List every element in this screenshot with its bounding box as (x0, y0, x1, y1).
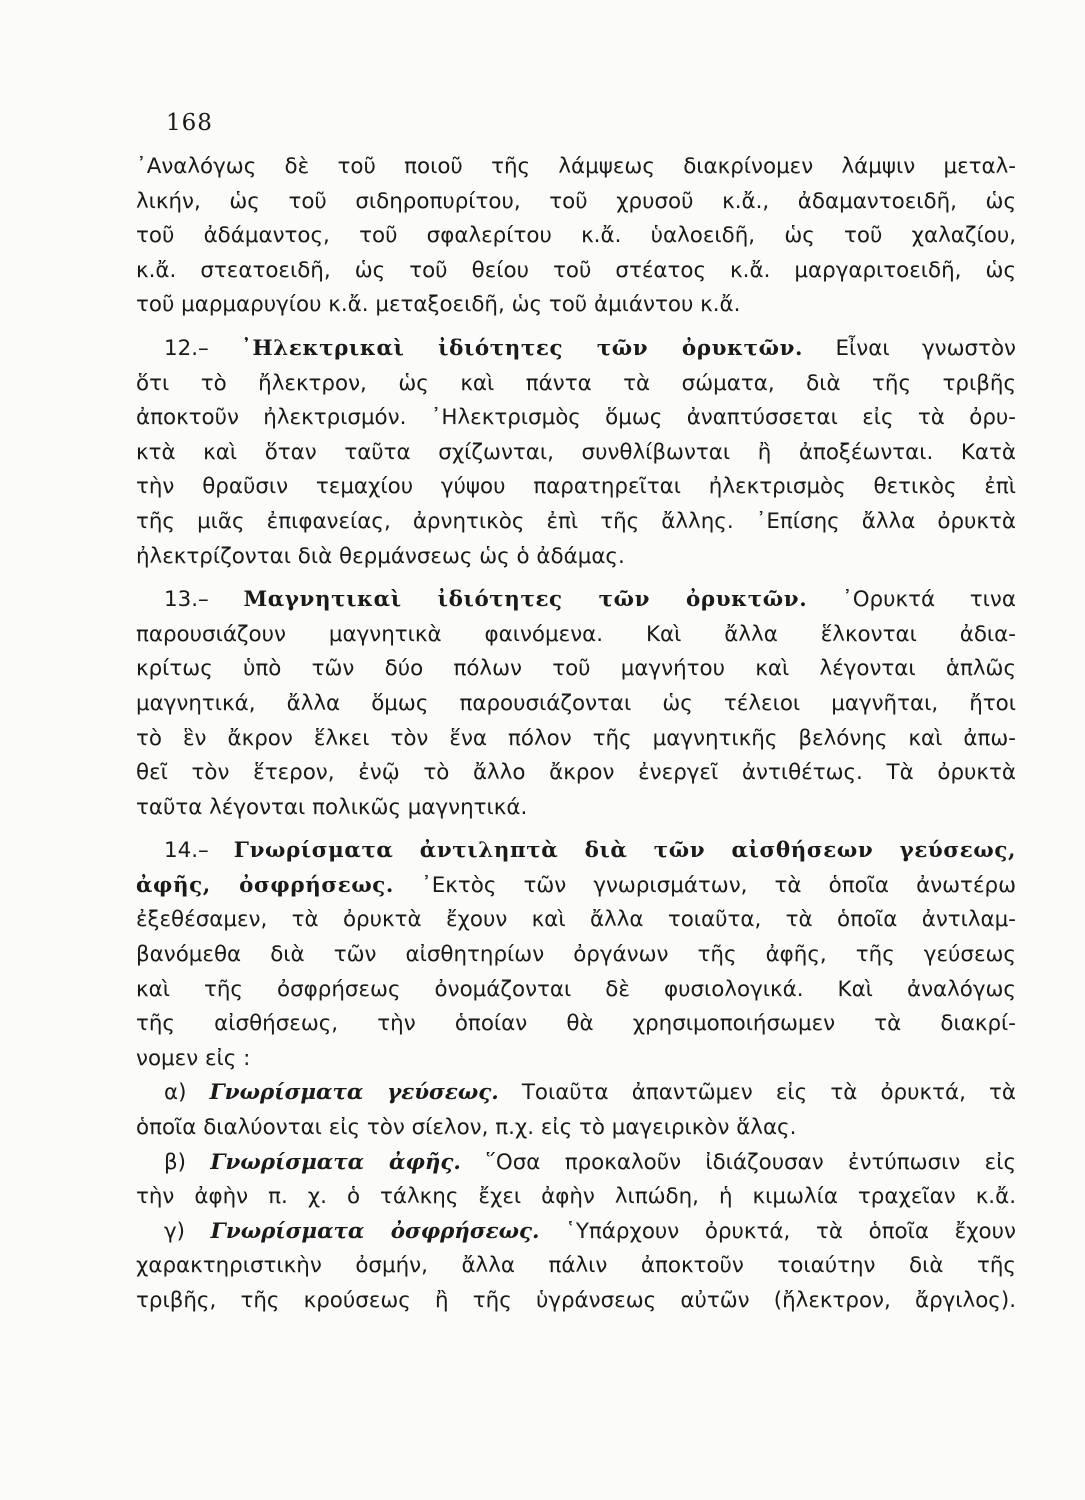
text-line: χαρακτηριστικὴν ὀσμήν, ἄλλα πάλιν ἀποκτοῦν τοιαύτην διὰ τῆς (136, 1253, 1016, 1279)
text-line (136, 1076, 1016, 1111)
text-line (136, 332, 1016, 367)
text-line: ἀποκτοῦν ἠλεκτρισμόν. ᾿Ηλεκτρισμὸς ὅμως ἀναπτύσσεται εἰς τὰ ὀρυ- (136, 405, 1016, 431)
text-line: ᾿Αναλόγως δὲ τοῦ ποιοῦ τῆς λάμψεως διακρίνομεν λάμψιν μεταλ- (136, 154, 1016, 179)
item-title: Γνωρίσματα ὀσφρήσεως. (210, 1218, 540, 1244)
text-line: κτὰ καὶ ὅταν ταῦτα σχίζωνται, συνθλίβωνται ἢ ἀποξέωνται. Κατὰ (136, 439, 1016, 465)
page-number: 168 (166, 110, 213, 136)
section-title: ᾿Ηλεκτρικαὶ ἰδιότητες τῶν ὀρυκτῶν. (241, 335, 804, 361)
text-line: τοῦ μαρμαρυγίου κ.ἄ. μεταξοειδῆ, ὡς τοῦ ἀμιάντου κ.ἄ. (136, 292, 741, 318)
item-touch (136, 1146, 1016, 1215)
text-line: θεῖ τὸν ἕτερον, ἐνῷ τὸ ἄλλο ἄκρον ἐνεργεῖ ἀντιθέτως. Τὰ ὀρυκτὰ (136, 760, 1016, 786)
text-line: κρίτως ὑπὸ τῶν δύο πόλων τοῦ μαγνήτου καὶ λέγονται ἁπλῶς (136, 656, 1016, 682)
text-line (136, 869, 1016, 904)
text-line: λικήν, ὡς τοῦ σιδηροπυρίτου, τοῦ χρυσοῦ κ.ἄ., ἀδαμαντοειδῆ, ὡς (136, 188, 1016, 214)
item-title: Γνωρίσματα ἀφῆς. (210, 1149, 461, 1175)
section-14-senses (136, 834, 1016, 1076)
text-line (136, 583, 1016, 618)
paragraph-luster (136, 150, 1016, 323)
text-line: τριβῆς, τῆς κρούσεως ἢ τῆς ὑγράνσεως αὐτῶν (ἤλεκτρον, ἄργιλος). (136, 1288, 1016, 1313)
text-line: βανόμεθα διὰ τῶν αἰσθητηρίων ὀργάνων τῆς ἀφῆς, τῆς γεύσεως (136, 942, 1016, 968)
page-body (136, 150, 1016, 1319)
text-line: τῆς αἰσθήσεως, τὴν ὁποίαν θὰ χρησιμοποιήσωμεν τὰ διακρί- (136, 1011, 1016, 1037)
text-line: τοῦ ἀδάμαντος, τοῦ σφαλερίτου κ.ἄ. ὑαλοειδῆ, ὡς τοῦ χαλαζίου, (136, 223, 1016, 249)
text-line: κ.ἄ. στεατοειδῆ, ὡς τοῦ θείου τοῦ στέατος κ.ἄ. μαργαριτοειδῆ, ὡς (136, 257, 1016, 283)
section-13-magnetic (136, 583, 1016, 825)
text-line (136, 1215, 1016, 1250)
item-smell (136, 1215, 1016, 1319)
text-line (136, 1146, 1016, 1181)
item-taste (136, 1076, 1016, 1145)
text-line: παρουσιάζουν μαγνητικὰ φαινόμενα. Καὶ ἄλλα ἕλκονται ἀδια- (136, 621, 1016, 647)
item-label: γ) (164, 1218, 186, 1244)
text-line (136, 834, 1016, 869)
text-fragment: ῞Οσα προκαλοῦν ἰδιάζουσαν ἐντύπωσιν εἰς (485, 1149, 1016, 1175)
section-number: 13.– (164, 587, 209, 613)
section-title: Γνωρίσματα ἀντιληπτὰ διὰ τῶν αἰσθήσεων γεύσεως, (233, 838, 1016, 864)
text-fragment: Εἶναι γνωστὸν (835, 335, 1016, 361)
section-title-continued: ἀφῆς, ὀσφρήσεως. (136, 872, 394, 898)
section-number: 14.– (164, 838, 209, 864)
text-line: τὸ ἓν ἄκρον ἕλκει τὸν ἕνα πόλον τῆς μαγνητικῆς βελόνης καὶ ἀπω- (136, 725, 1016, 751)
text-line: ὁποῖα διαλύονται εἰς τὸν σίελον, π.χ. εἰς τὸ μαγειρικὸν ἅλας. (136, 1115, 797, 1141)
text-line: ἠλεκτρίζονται διὰ θερμάνσεως ὡς ὁ ἀδάμας. (136, 543, 625, 569)
text-fragment: Τοιαῦτα ἀπαντῶμεν εἰς τὰ ὀρυκτά, τὰ (521, 1080, 1016, 1106)
text-line: τὴν θραῦσιν τεμαχίου γύψου παρατηρεῖται ἠλεκτρισμὸς θετικὸς ἐπὶ (136, 474, 1016, 500)
text-line: ὅτι τὸ ἤλεκτρον, ὡς καὶ πάντα τὰ σώματα, διὰ τῆς τριβῆς (136, 370, 1016, 396)
text-line: νομεν εἰς : (136, 1045, 251, 1071)
item-label: β) (164, 1149, 186, 1175)
item-label: α) (164, 1080, 187, 1106)
text-line: καὶ τῆς ὀσφρήσεως ὀνομάζονται δὲ φυσιολογικά. Καὶ ἀναλόγως (136, 976, 1016, 1002)
text-fragment: ᾿Ορυκτά τινα (842, 587, 1016, 613)
item-title: Γνωρίσματα γεύσεως. (209, 1080, 499, 1106)
text-line: τῆς μιᾶς ἐπιφανείας, ἀρνητικὸς ἐπὶ τῆς ἄλλης. ᾿Επίσης ἄλλα ὀρυκτὰ (136, 508, 1016, 534)
text-fragment: ᾿Εκτὸς τῶν γνωρισμάτων, τὰ ὁποῖα ἀνωτέρω (421, 872, 1016, 898)
text-line: ἐξεθέσαμεν, τὰ ὀρυκτὰ ἔχουν καὶ ἄλλα τοιαῦτα, τὰ ὁποῖα ἀντιλαμ- (136, 907, 1016, 933)
text-line: τὴν ἀφὴν π. χ. ὁ τάλκης ἔχει ἀφὴν λιπώδη, ἡ κιμωλία τραχεῖαν κ.ἄ. (136, 1184, 1016, 1210)
text-line: μαγνητικά, ἄλλα ὅμως παρουσιάζονται ὡς τέλειοι μαγνῆται, ἤτοι (136, 690, 1016, 716)
section-title: Μαγνητικαὶ ἰδιότητες τῶν ὀρυκτῶν. (243, 587, 808, 613)
section-number: 12.– (164, 335, 209, 361)
text-line: ταῦτα λέγονται πολικῶς μαγνητικά. (136, 794, 528, 820)
text-fragment: ῾Υπάρχουν ὀρυκτά, τὰ ὁποῖα ἔχουν (565, 1218, 1016, 1244)
section-12-electrical (136, 332, 1016, 574)
